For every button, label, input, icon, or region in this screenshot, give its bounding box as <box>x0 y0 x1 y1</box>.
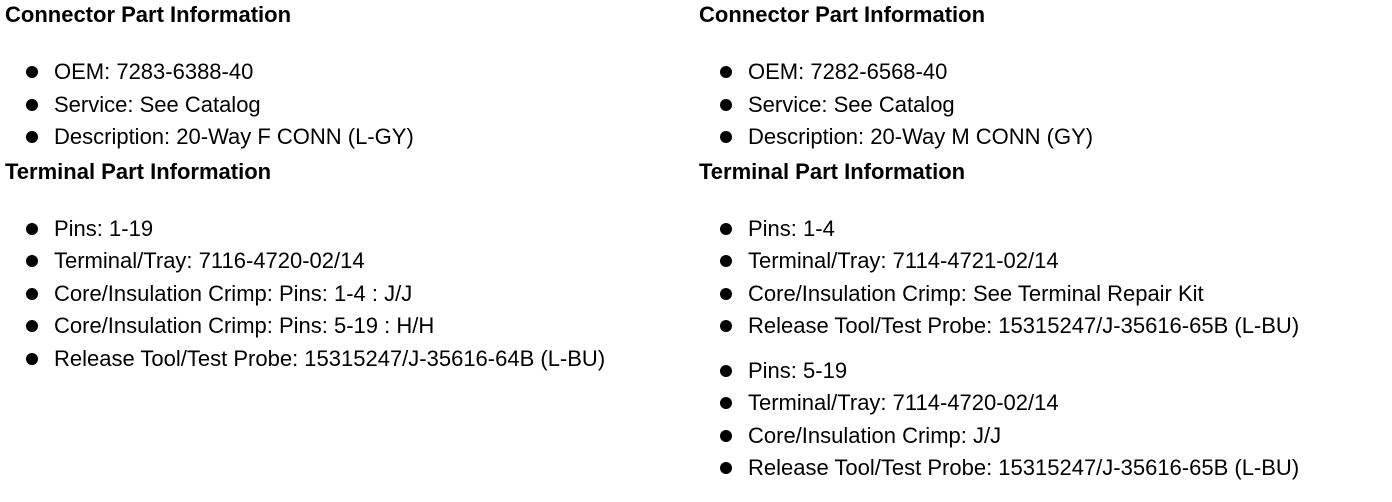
terminal-tray-text: Terminal/Tray: 7114-4721-02/14 <box>748 248 1059 273</box>
crimp-text: Core/Insulation Crimp: See Terminal Repair Kit <box>748 280 1204 306</box>
release-tool-text: Release Tool/Test Probe: 15315247/J-35616-65B (L-BU) <box>748 455 1300 480</box>
bullet-icon <box>26 353 38 365</box>
list-item <box>5 278 695 311</box>
list-item <box>5 89 695 122</box>
bullet-icon <box>720 365 732 377</box>
connector-info-list <box>5 56 695 154</box>
description-text: Description: 20-Way M CONN (GY) <box>748 124 1094 149</box>
list-item <box>699 355 1389 388</box>
list-item <box>699 245 1389 278</box>
list-item <box>5 56 695 89</box>
crimp-text: Core/Insulation Crimp: J/J <box>748 422 1002 448</box>
terminal-tray-text: Terminal/Tray: 7116-4720-02/14 <box>54 248 365 273</box>
pins-text: Pins: 1-19 <box>54 215 154 241</box>
bullet-icon <box>720 397 732 409</box>
bullet-icon <box>720 255 732 267</box>
bullet-icon <box>720 131 732 143</box>
left-connector-column <box>5 0 695 375</box>
list-item <box>699 56 1389 89</box>
bullet-icon <box>26 255 38 267</box>
terminal-heading: Terminal Part Information <box>5 158 272 184</box>
service-text: Service: See Catalog <box>748 91 955 117</box>
bullet-icon <box>26 320 38 332</box>
list-item <box>699 121 1389 154</box>
bullet-icon <box>720 288 732 300</box>
bullet-icon <box>26 131 38 143</box>
bullet-icon <box>720 462 732 474</box>
bullet-icon <box>720 430 732 442</box>
bullet-icon <box>720 99 732 111</box>
bullet-icon <box>26 66 38 78</box>
list-item <box>5 245 695 278</box>
bullet-icon <box>26 288 38 300</box>
pins-text: Pins: 5-19 <box>748 357 848 383</box>
crimp-text: Core/Insulation Crimp: Pins: 1-4 : J/J <box>54 280 413 306</box>
connector-info-list <box>699 56 1389 154</box>
terminal-heading: Terminal Part Information <box>699 158 966 184</box>
oem-text: OEM: 7282-6568-40 <box>748 59 948 84</box>
list-item <box>699 420 1389 453</box>
list-item <box>5 343 695 376</box>
list-item <box>699 310 1389 343</box>
list-item <box>699 213 1389 246</box>
connector-heading: Connector Part Information <box>5 2 292 27</box>
oem-text: OEM: 7283-6388-40 <box>54 59 254 84</box>
bullet-icon <box>26 99 38 111</box>
list-item <box>5 310 695 343</box>
list-item <box>699 89 1389 122</box>
connector-heading: Connector Part Information <box>699 2 986 27</box>
bullet-icon <box>720 320 732 332</box>
right-connector-column <box>699 0 1389 485</box>
release-tool-text: Release Tool/Test Probe: 15315247/J-35616-64B (L-BU) <box>54 345 606 371</box>
terminal-tray-text: Terminal/Tray: 7114-4720-02/14 <box>748 390 1059 415</box>
list-item <box>699 278 1389 311</box>
bullet-icon <box>720 66 732 78</box>
service-text: Service: See Catalog <box>54 91 261 117</box>
pins-text: Pins: 1-4 <box>748 215 835 241</box>
terminal-info-list <box>699 213 1389 343</box>
description-text: Description: 20-Way F CONN (L-GY) <box>54 124 414 149</box>
list-item <box>699 452 1389 485</box>
bullet-icon <box>26 223 38 235</box>
terminal-info-list <box>5 213 695 376</box>
list-item <box>699 387 1389 420</box>
crimp-text: Core/Insulation Crimp: Pins: 5-19 : H/H <box>54 313 435 338</box>
bullet-icon <box>720 223 732 235</box>
list-item <box>5 213 695 246</box>
terminal-info-list <box>699 355 1389 485</box>
release-tool-text: Release Tool/Test Probe: 15315247/J-35616-65B (L-BU) <box>748 313 1300 338</box>
list-item <box>5 121 695 154</box>
